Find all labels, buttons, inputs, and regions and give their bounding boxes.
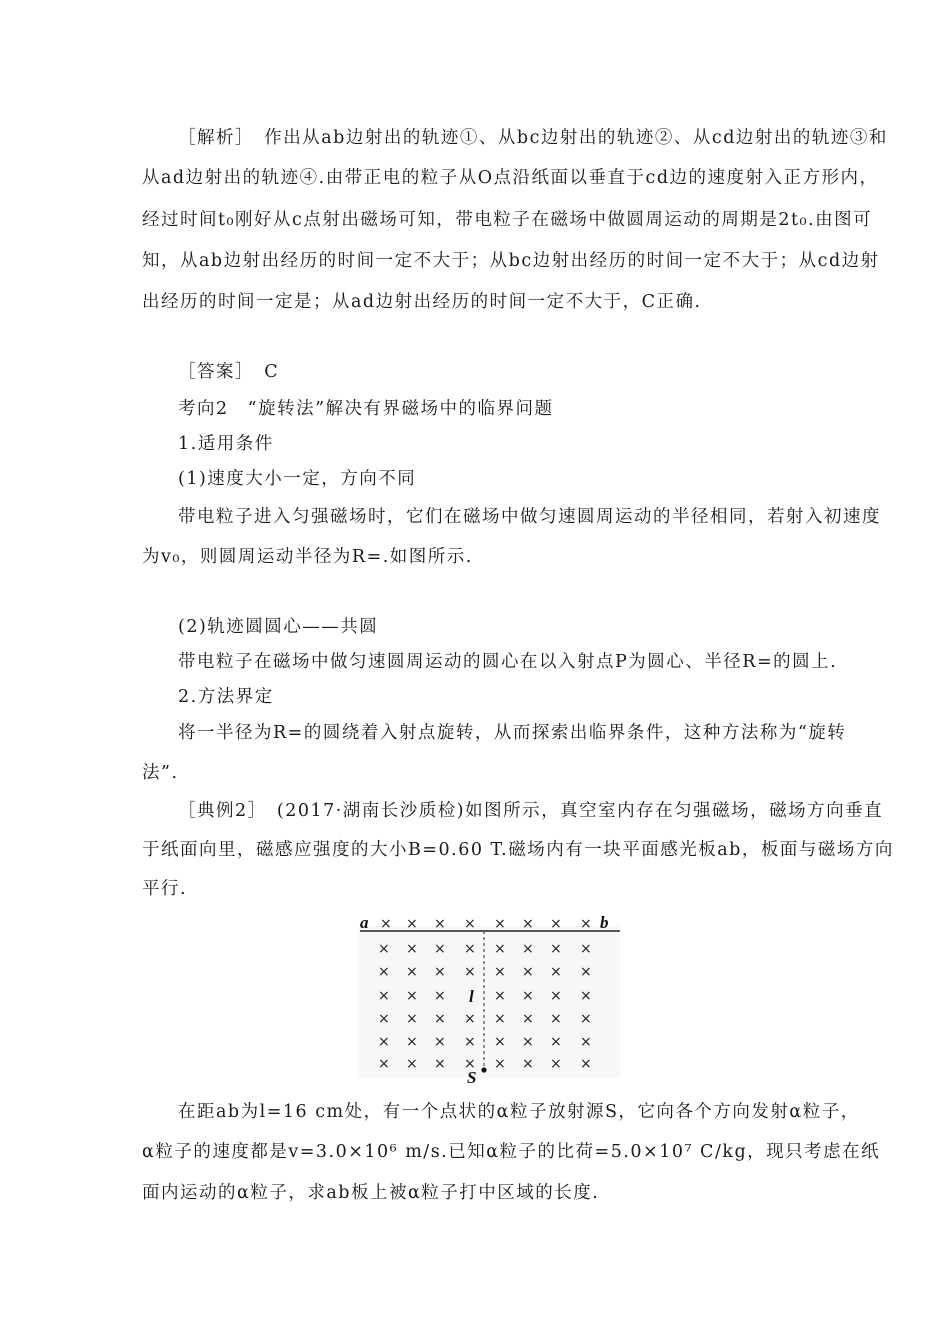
- field-cross: ×: [550, 988, 562, 1004]
- field-cross: ×: [406, 988, 418, 1004]
- item-2-heading: 2.方法界定: [178, 687, 274, 707]
- field-cross: ×: [522, 1011, 534, 1027]
- field-cross: ×: [580, 964, 592, 980]
- field-cross: ×: [550, 941, 562, 957]
- paragraph-1-line-1: 带电粒子进入匀强磁场时，它们在磁场中做匀速圆周运动的半径相同，若射入初速度: [178, 507, 881, 527]
- field-cross: ×: [464, 964, 476, 980]
- paragraph-2: 带电粒子在磁场中做匀速圆周运动的圆心在以入射点P为圆心、半径R=的圆上.: [178, 652, 838, 672]
- paragraph-1-line-2: 为v₀，则圆周运动半径为R=.如图所示.: [142, 547, 473, 567]
- label-b: b: [600, 913, 609, 932]
- field-cross: ×: [380, 916, 392, 932]
- field-cross: ×: [378, 1011, 390, 1027]
- analysis-line-5: 出经历的时间一定是；从ad边射出经历的时间一定不大于，C正确.: [142, 292, 702, 312]
- field-cross: ×: [522, 1056, 534, 1072]
- field-cross: ×: [580, 988, 592, 1004]
- source-s-point: [481, 1067, 486, 1072]
- answer-line: ［答案］ C: [178, 362, 280, 382]
- field-cross: ×: [494, 988, 506, 1004]
- field-cross: ×: [550, 1056, 562, 1072]
- analysis-line-4: 知，从ab边射出经历的时间一定不大于；从bc边射出经历的时间一定不大于；从cd边射: [142, 251, 880, 271]
- sub-2-heading: (2)轨迹圆圆心——共圆: [178, 617, 379, 637]
- field-cross: ×: [406, 1056, 418, 1072]
- analysis-line-1: ［解析］ 作出从ab边射出的轨迹①、从bc边射出的轨迹②、从cd边射出的轨迹③和: [178, 128, 888, 148]
- field-cross: ×: [464, 941, 476, 957]
- field-cross: ×: [406, 1034, 418, 1050]
- field-cross: ×: [434, 988, 446, 1004]
- field-cross: ×: [406, 1011, 418, 1027]
- field-cross: ×: [494, 916, 506, 932]
- paragraph-3-line-1: 将一半径为R=的圆绕着入射点旋转，从而探索出临界条件，这种方法称为“旋转: [178, 723, 847, 743]
- example-line-3: 平行.: [142, 879, 188, 899]
- field-cross: ×: [550, 916, 562, 932]
- label-l: l: [469, 987, 474, 1006]
- field-cross: ×: [464, 1056, 476, 1072]
- field-cross: ×: [580, 916, 592, 932]
- question-line-1: 在距ab为l=16 cm处，有一个点状的α粒子放射源S，它向各个方向发射α粒子，: [178, 1102, 860, 1122]
- field-cross: ×: [434, 1011, 446, 1027]
- field-cross: ×: [434, 1056, 446, 1072]
- field-cross: ×: [406, 916, 418, 932]
- field-cross: ×: [494, 1034, 506, 1050]
- field-cross: ×: [522, 916, 534, 932]
- field-cross: ×: [522, 964, 534, 980]
- field-cross: ×: [434, 916, 446, 932]
- example-line-1: ［典例2］ (2017·湖南长沙质检)如图所示，真空室内存在匀强磁场，磁场方向垂直: [178, 801, 884, 821]
- field-cross: ×: [434, 1034, 446, 1050]
- field-cross: ×: [494, 964, 506, 980]
- field-cross: ×: [550, 964, 562, 980]
- field-cross: ×: [494, 1011, 506, 1027]
- field-cross: ×: [434, 964, 446, 980]
- label-s: S: [467, 1068, 477, 1087]
- field-cross: ×: [580, 1011, 592, 1027]
- question-line-2: α粒子的速度都是v=3.0×10⁶ m/s.已知α粒子的比荷=5.0×10⁷ C/kg，现只考虑在纸: [142, 1142, 881, 1162]
- field-cross: ×: [378, 988, 390, 1004]
- field-cross: ×: [494, 1056, 506, 1072]
- paragraph-3-line-2: 法”.: [142, 763, 179, 783]
- item-1-heading: 1.适用条件: [178, 434, 274, 454]
- field-cross: ×: [464, 1011, 476, 1027]
- example-line-2: 于纸面向里，磁感应强度的大小B=0.60 T.磁场内有一块平面感光板ab，板面与磁场方向: [142, 840, 894, 860]
- field-cross: ×: [522, 988, 534, 1004]
- analysis-line-3: 经过时间t₀刚好从c点射出磁场可知，带电粒子在磁场中做圆周运动的周期是2t₀.由图可: [142, 210, 873, 230]
- sub-1-heading: (1)速度大小一定，方向不同: [178, 469, 417, 489]
- field-cross: ×: [434, 941, 446, 957]
- field-cross: ×: [406, 941, 418, 957]
- field-cross: ×: [494, 941, 506, 957]
- field-cross: ×: [464, 1034, 476, 1050]
- field-cross: ×: [378, 1056, 390, 1072]
- field-cross: ×: [550, 1011, 562, 1027]
- label-a: a: [360, 913, 369, 932]
- field-cross: ×: [580, 1034, 592, 1050]
- field-cross: ×: [580, 941, 592, 957]
- analysis-line-2: 从ad边射出的轨迹④.由带正电的粒子从O点沿纸面以垂直于cd边的速度射入正方形内，: [142, 168, 879, 188]
- field-cross: ×: [378, 1034, 390, 1050]
- question-line-3: 面内运动的α粒子，求ab板上被α粒子打中区域的长度.: [142, 1183, 600, 1203]
- field-cross: ×: [406, 964, 418, 980]
- field-cross: ×: [550, 1034, 562, 1050]
- field-cross: ×: [378, 964, 390, 980]
- field-cross: ×: [522, 941, 534, 957]
- field-cross: ×: [464, 916, 476, 932]
- field-cross: ×: [378, 941, 390, 957]
- field-cross: ×: [580, 1056, 592, 1072]
- field-cross: ×: [522, 1034, 534, 1050]
- magnetic-field-figure: [358, 908, 628, 1088]
- section-title: 考向2 “旋转法”解决有界磁场中的临界问题: [178, 399, 554, 419]
